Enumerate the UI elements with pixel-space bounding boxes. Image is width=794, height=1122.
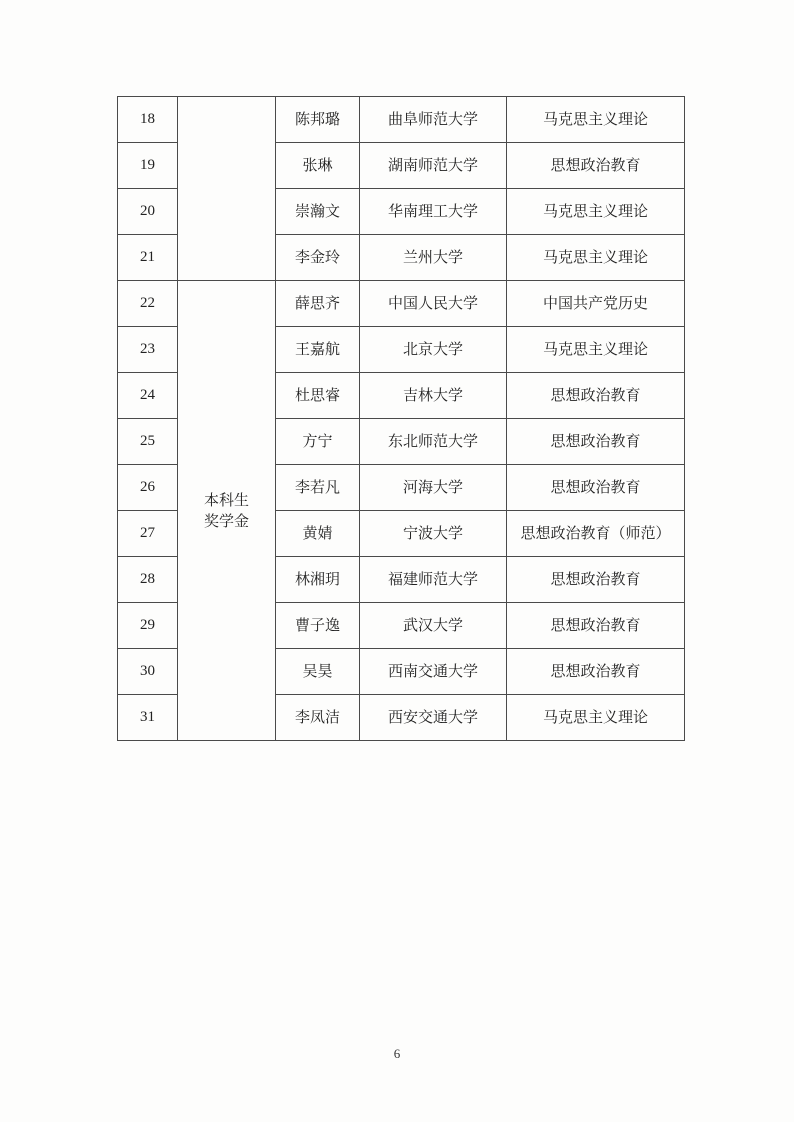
major-cell: 思想政治教育 (507, 465, 685, 511)
row-number-cell: 25 (118, 419, 178, 465)
award-category-cell (178, 97, 276, 281)
university-cell: 北京大学 (360, 327, 507, 373)
student-name-cell: 方宁 (276, 419, 360, 465)
major-cell: 马克思主义理论 (507, 327, 685, 373)
student-name-cell: 曹子逸 (276, 603, 360, 649)
university-cell: 宁波大学 (360, 511, 507, 557)
row-number-cell: 21 (118, 235, 178, 281)
major-cell: 马克思主义理论 (507, 97, 685, 143)
university-cell: 东北师范大学 (360, 419, 507, 465)
major-cell: 马克思主义理论 (507, 189, 685, 235)
major-cell: 马克思主义理论 (507, 235, 685, 281)
university-cell: 西安交通大学 (360, 695, 507, 741)
university-cell: 吉林大学 (360, 373, 507, 419)
student-name-cell: 薛思齐 (276, 281, 360, 327)
row-number-cell: 22 (118, 281, 178, 327)
major-cell: 思想政治教育 (507, 603, 685, 649)
university-cell: 西南交通大学 (360, 649, 507, 695)
university-cell: 兰州大学 (360, 235, 507, 281)
student-name-cell: 林湘玥 (276, 557, 360, 603)
major-cell: 中国共产党历史 (507, 281, 685, 327)
university-cell: 曲阜师范大学 (360, 97, 507, 143)
table-row (118, 281, 685, 327)
university-cell: 河海大学 (360, 465, 507, 511)
student-name-cell: 吴昊 (276, 649, 360, 695)
table-row (118, 97, 685, 143)
student-name-cell: 陈邦璐 (276, 97, 360, 143)
row-number-cell: 19 (118, 143, 178, 189)
row-number-cell: 23 (118, 327, 178, 373)
major-cell: 马克思主义理论 (507, 695, 685, 741)
major-cell: 思想政治教育 (507, 373, 685, 419)
award-category-label: 奖学金 (203, 511, 249, 530)
scholarship-table (117, 96, 685, 741)
row-number-cell: 18 (118, 97, 178, 143)
student-name-cell: 王嘉航 (276, 327, 360, 373)
row-number-cell: 30 (118, 649, 178, 695)
university-cell: 福建师范大学 (360, 557, 507, 603)
major-cell: 思想政治教育 (507, 419, 685, 465)
row-number-cell: 27 (118, 511, 178, 557)
table-body (118, 97, 685, 741)
row-number-cell: 26 (118, 465, 178, 511)
row-number-cell: 31 (118, 695, 178, 741)
row-number-cell: 20 (118, 189, 178, 235)
major-cell: 思想政治教育 (507, 649, 685, 695)
page-number: 6 (393, 1046, 401, 1061)
university-cell: 华南理工大学 (360, 189, 507, 235)
student-name-cell: 李若凡 (276, 465, 360, 511)
student-name-cell: 崇瀚文 (276, 189, 360, 235)
student-name-cell: 李凤洁 (276, 695, 360, 741)
row-number-cell: 24 (118, 373, 178, 419)
student-name-cell: 黄婧 (276, 511, 360, 557)
award-category-label: 本科生 (203, 491, 249, 510)
university-cell: 中国人民大学 (360, 281, 507, 327)
major-cell: 思想政治教育（师范） (507, 511, 685, 557)
student-name-cell: 杜思睿 (276, 373, 360, 419)
student-name-cell: 张琳 (276, 143, 360, 189)
row-number-cell: 28 (118, 557, 178, 603)
university-cell: 武汉大学 (360, 603, 507, 649)
row-number-cell: 29 (118, 603, 178, 649)
major-cell: 思想政治教育 (507, 557, 685, 603)
major-cell: 思想政治教育 (507, 143, 685, 189)
student-name-cell: 李金玲 (276, 235, 360, 281)
university-cell: 湖南师范大学 (360, 143, 507, 189)
award-category-cell (178, 281, 276, 741)
